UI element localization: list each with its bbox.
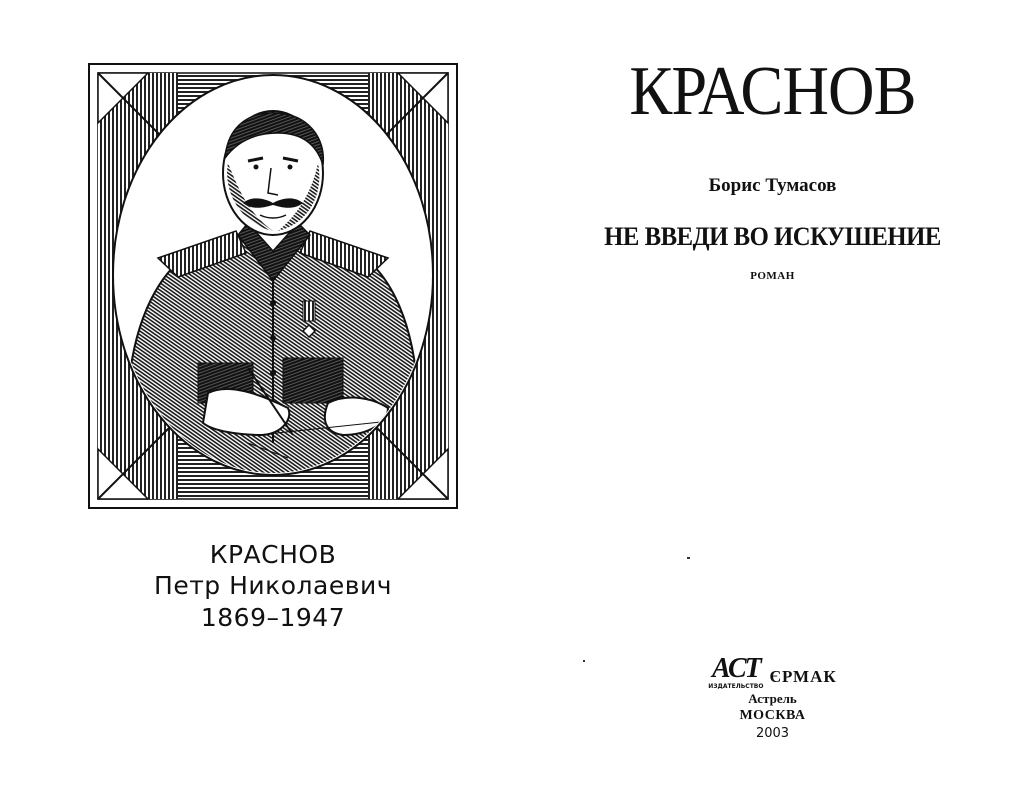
publisher-block: [515, 650, 1030, 743]
ast-logo-subtext: ИЗДАТЕЛЬСТВО: [708, 683, 764, 690]
author-name: Борис Тумасов: [708, 175, 837, 196]
book-title: НЕ ВВЕДИ ВО ИСКУШЕНИЕ: [604, 222, 941, 251]
ast-logo-text: АСТ: [711, 653, 760, 684]
imprint-astrel: Астрель: [748, 691, 797, 706]
portrait-engraving: [88, 63, 458, 509]
imprint-name: ЄРМАК: [769, 667, 837, 686]
portrait-caption-surname: КРАСНОВ: [209, 540, 337, 569]
print-speck: [687, 557, 690, 559]
right-page: [515, 0, 1030, 800]
series-title: КРАСНОВ: [629, 53, 916, 130]
genre-label: РОМАН: [750, 270, 795, 282]
publication-year: 2003: [755, 726, 790, 741]
publisher-city: МОСКВА: [739, 708, 806, 723]
portrait-caption-name: Петр Николаевич: [154, 571, 392, 600]
portrait-caption-years: 1869–1947: [200, 603, 346, 632]
publisher-logos: [515, 650, 1030, 690]
ast-logo: [708, 655, 763, 690]
